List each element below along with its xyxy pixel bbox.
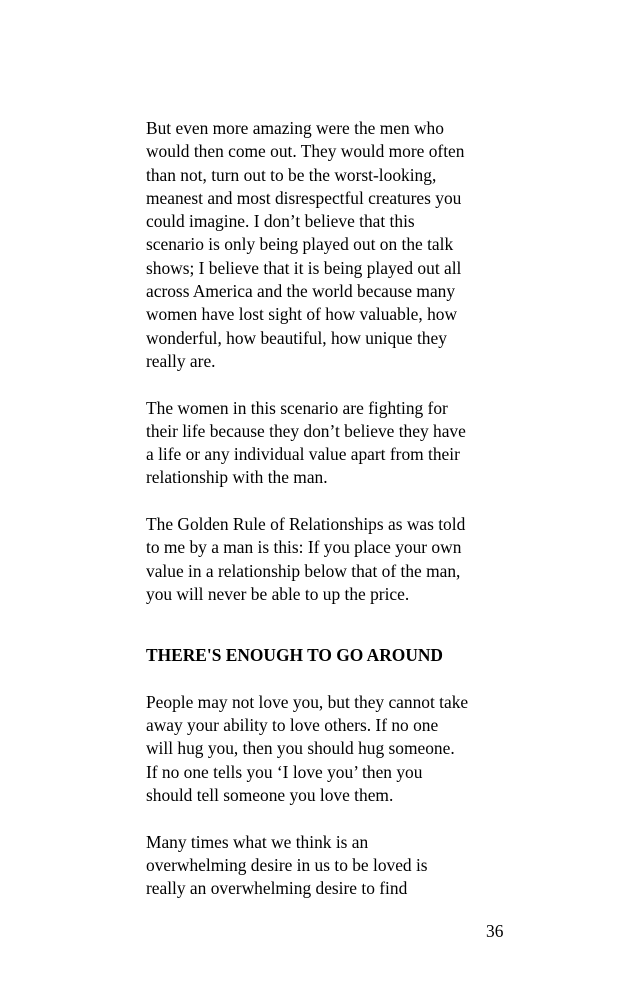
paragraph-love-others: [146, 691, 526, 807]
text-line: relationship with the man.: [146, 467, 328, 488]
text-line: Many times what we think is an: [146, 831, 369, 852]
text-line: If no one tells you ‘I love you’ then you: [146, 761, 423, 782]
paragraph-women-fighting: [146, 397, 526, 490]
text-line: to me by a man is this: If you place your own: [146, 537, 462, 558]
text-line: really are.: [146, 350, 216, 371]
text-line: But even more amazing were the men who: [146, 118, 444, 138]
text-line: People may not love you, but they cannot take: [146, 691, 469, 712]
paragraph-men-who-came-out: [146, 117, 526, 373]
text-line: would then come out. They would more often: [146, 141, 465, 162]
section-heading: THERE'S ENOUGH TO GO AROUND: [146, 645, 443, 666]
text-line: across America and the world because many: [146, 281, 456, 302]
text-line: away your ability to love others. If no one: [146, 715, 439, 736]
text-line: should tell someone you love them.: [146, 785, 394, 806]
page-body: [146, 117, 526, 924]
text-line: scenario is only being played out on the talk: [146, 234, 454, 255]
text-line: shows; I believe that it is being played out all: [146, 257, 462, 278]
text-line: wonderful, how beautiful, how unique they: [146, 327, 447, 348]
text-line: a life or any individual value apart from their: [146, 444, 460, 465]
text-line: will hug you, then you should hug someone.: [146, 738, 455, 759]
paragraph-golden-rule: [146, 513, 526, 606]
text-line: The women in this scenario are fighting for: [146, 397, 448, 418]
text-line: overwhelming desire in us to be loved is: [146, 854, 428, 875]
text-line: you will never be able to up the price.: [146, 583, 410, 604]
text-line: really an overwhelming desire to find: [146, 878, 408, 899]
text-line: value in a relationship below that of the man,: [146, 560, 461, 581]
text-line: their life because they don’t believe they have: [146, 420, 466, 441]
page-number: 36: [486, 921, 504, 941]
text-line: women have lost sight of how valuable, how: [146, 304, 458, 325]
paragraph-desire-to-be-loved: [146, 831, 526, 901]
text-line: could imagine. I don’t believe that this: [146, 211, 415, 232]
text-line: meanest and most disrespectful creatures you: [146, 187, 462, 208]
text-line: The Golden Rule of Relationships as was told: [146, 514, 466, 535]
text-line: than not, turn out to be the worst-looking,: [146, 164, 437, 185]
